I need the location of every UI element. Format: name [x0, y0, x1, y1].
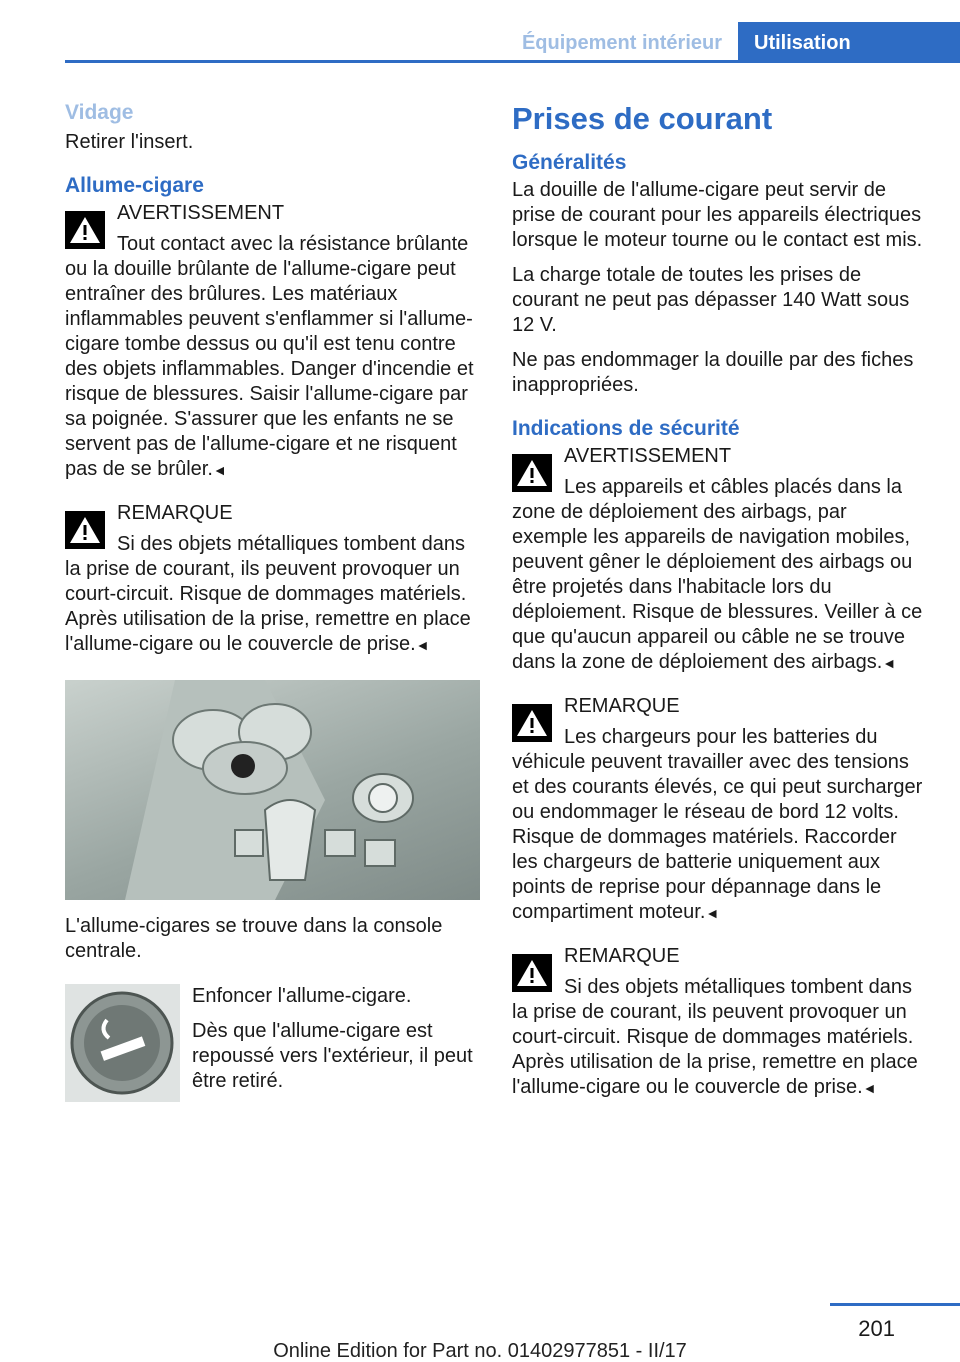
end-mark: ◄ [212, 462, 227, 478]
warning-block [65, 201, 480, 483]
right-column [512, 100, 927, 1119]
left-column [65, 100, 480, 1104]
warning-block [512, 444, 927, 676]
notice-text: Les chargeurs pour les batteries du véhicule peuvent travailler avec des tensions et des courants élevés, ce qui peut surcharger ou endommager le réseau de bord 12 volts. Risque de dommages matériels. Raccorder les chargeurs de batterie uniquement aux points de reprise pour dépannage dans le compartiment moteur. [512, 726, 923, 923]
allume-cigare-heading: Allume-cigare [65, 174, 204, 197]
header-rule [65, 60, 960, 63]
end-mark: ◄ [862, 1080, 877, 1096]
warning-triangle-icon [512, 954, 552, 992]
notice-label: REMARQUE [564, 695, 680, 717]
notice-block [512, 694, 927, 926]
warning-label: AVERTISSEMENT [117, 202, 285, 224]
warning-triangle-icon [512, 454, 552, 492]
warning-text: Les appareils et câbles placés dans la zone de déploiement des airbags, par exemple les appareils de navigation mobiles, peuvent gêner le déploiement des airbags ou être projetés dans l'habitacle lors du déploiement. Risque de blessures. Veiller à ce que qu'aucun appareil ou câble ne se trouve dans la zone de déploiement des airbags. [512, 476, 923, 673]
header-active-tab: Utilisation [738, 22, 960, 62]
general-paragraph: La douille de l'allume-cigare peut servir de prise de courant pour les appareils électriques lorsque le moteur tourne ou le contact est mis. [512, 179, 923, 251]
warning-triangle-icon [65, 211, 105, 249]
notice-label: REMARQUE [117, 502, 233, 524]
vidage-heading: Vidage [65, 101, 134, 124]
notice-text: Si des objets métalliques tombent dans la prise de courant, ils peuvent provoquer un court-circuit. Risque de dommages matériels. Après utilisation de la prise, remettre en place l'allume-cigare ou le couvercle de prise. [65, 533, 471, 655]
page-header [0, 0, 960, 62]
footer-rule [830, 1303, 960, 1306]
notice-text: Si des objets métalliques tombent dans la prise de courant, ils peuvent provoquer un court-circuit. Risque de dommages matériels. Après utilisation de la prise, remettre en place l'allume-cigare ou le couvercle de prise. [512, 976, 918, 1098]
vidage-text: Retirer l'insert. [65, 131, 194, 153]
edition-line: Online Edition for Part no. 01402977851 - II/17 [273, 1340, 687, 1362]
page-number: 201 [858, 1316, 895, 1341]
center-console-photo [65, 680, 480, 900]
end-mark: ◄ [882, 655, 897, 671]
notice-block [512, 944, 927, 1101]
cigarette-lighter-icon [65, 984, 180, 1102]
header-section-title: Équipement intérieur [521, 32, 722, 54]
notice-block [65, 501, 480, 658]
end-mark: ◄ [705, 905, 720, 921]
notice-label: REMARQUE [564, 945, 680, 967]
photo-caption: L'allume-cigares se trouve dans la console centrale. [65, 915, 443, 962]
warning-label: AVERTISSEMENT [564, 445, 732, 467]
prises-heading: Prises de courant [512, 101, 773, 136]
warning-triangle-icon [65, 511, 105, 549]
push-instruction: Enfoncer l'allume-cigare. [192, 985, 412, 1007]
eject-instruction: Dès que l'allume-cigare est repoussé vers l'extérieur, il peut être retiré. [192, 1020, 473, 1092]
warning-triangle-icon [512, 704, 552, 742]
warning-text: Tout contact avec la résistance brûlante ou la douille brûlante de l'allume-cigare peut entraîner des brûlures. Les matériaux inflammables peuvent s'enflammer si l'allume-cigare tombe dessus ou qu'il est tenu contre des objets inflammables. Danger d'incendie et risque de blessures. Saisir l'allume-cigare par sa poignée. S'assurer que les enfants ne se servent pas de l'allume-cigare et ne risquent pas de se brûler. [65, 233, 474, 480]
push-lighter-block [65, 984, 480, 1104]
general-paragraph: La charge totale de toutes les prises de courant ne peut pas dépasser 140 Watt sous 12 V. [512, 264, 910, 336]
general-paragraph: Ne pas endommager la douille par des fiches inappropriées. [512, 349, 914, 396]
end-mark: ◄ [415, 637, 430, 653]
generalites-heading: Généralités [512, 151, 627, 174]
securite-heading: Indications de sécurité [512, 417, 740, 440]
